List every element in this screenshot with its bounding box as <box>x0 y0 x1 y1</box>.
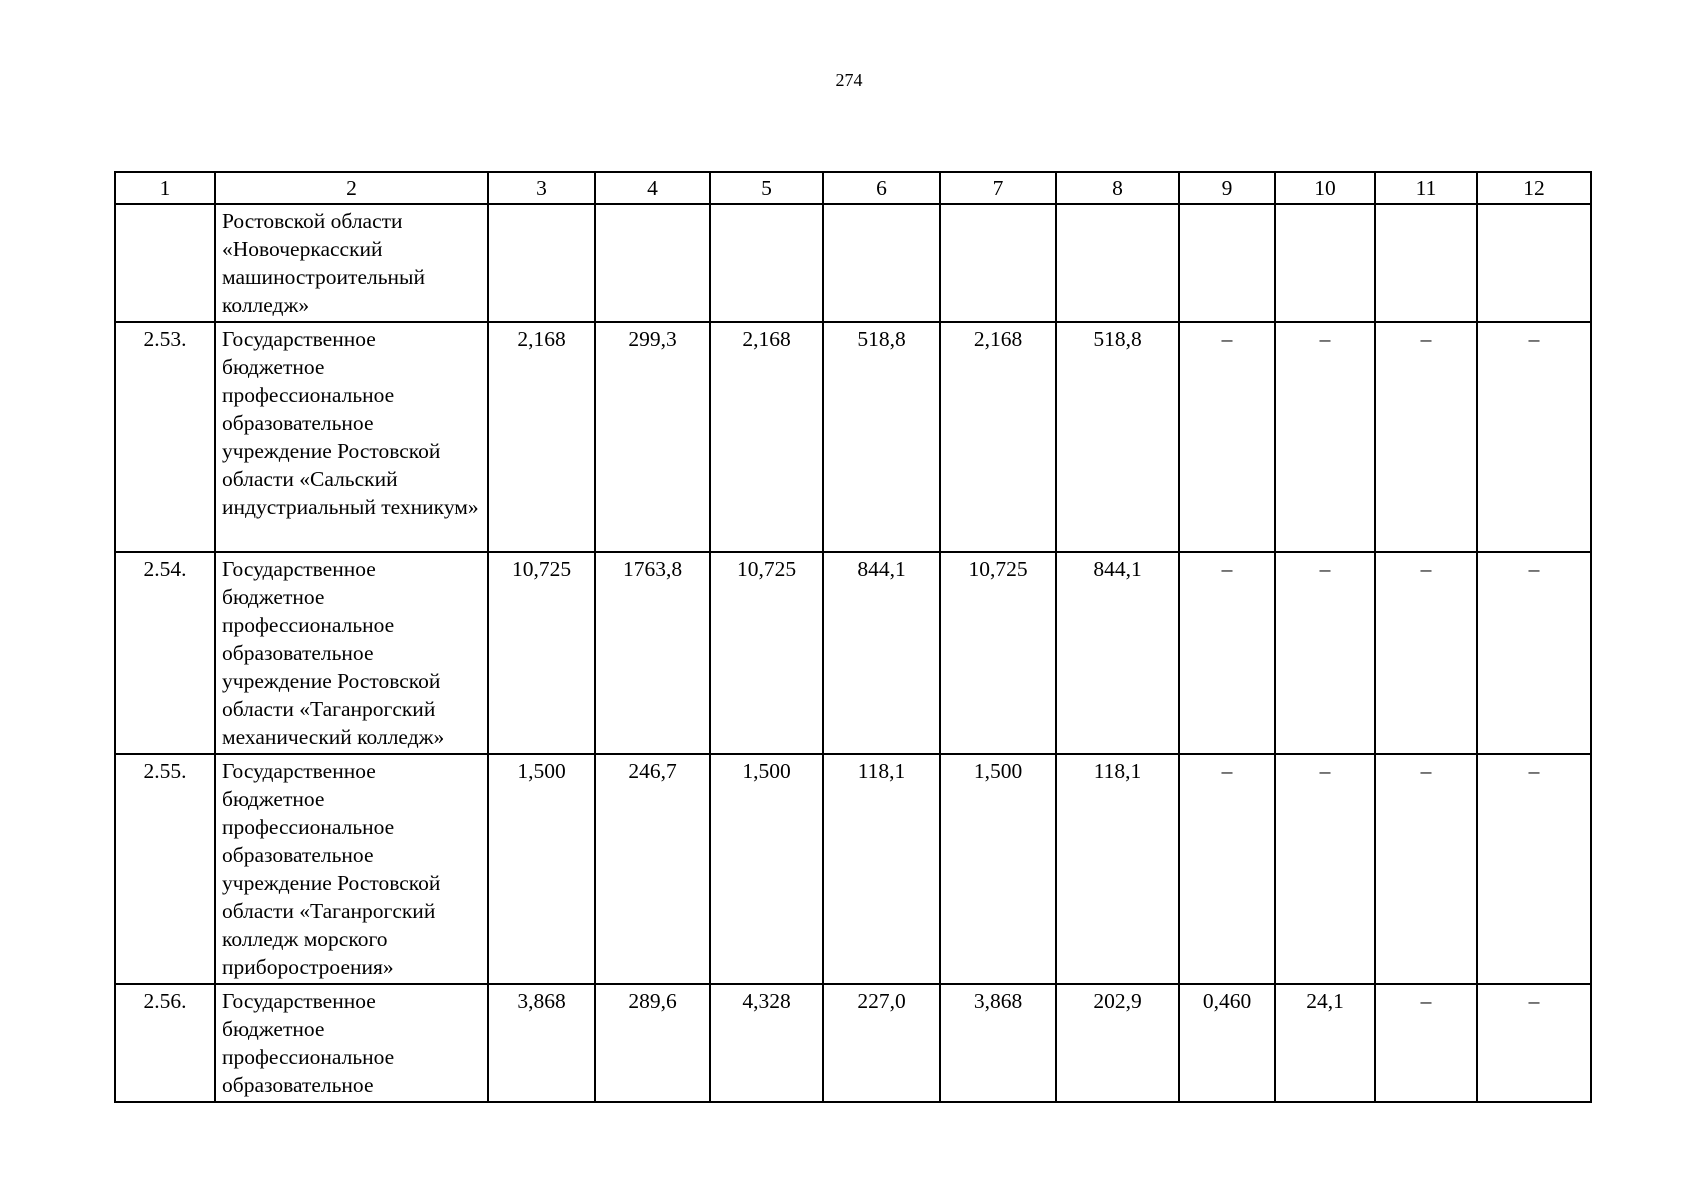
value-cell: – <box>1375 552 1477 754</box>
value-cell: – <box>1179 552 1275 754</box>
column-number-header: 12 <box>1477 172 1591 204</box>
value-cell: 2,168 <box>488 322 595 552</box>
data-table-container <box>114 171 1592 1103</box>
value-cell <box>823 204 940 322</box>
value-cell <box>940 204 1056 322</box>
table-row <box>115 754 1591 984</box>
table-header-row <box>115 172 1591 204</box>
value-cell: 10,725 <box>940 552 1056 754</box>
table-row <box>115 322 1591 552</box>
value-cell: 2,168 <box>710 322 823 552</box>
value-cell: 2,168 <box>940 322 1056 552</box>
column-number-header: 2 <box>215 172 488 204</box>
value-cell <box>1056 204 1179 322</box>
value-cell: 3,868 <box>488 984 595 1102</box>
column-number-header: 9 <box>1179 172 1275 204</box>
row-id-cell: 2.54. <box>115 552 215 754</box>
value-cell: – <box>1477 754 1591 984</box>
value-cell: 518,8 <box>1056 322 1179 552</box>
page-number: 274 <box>835 70 863 90</box>
value-cell: – <box>1477 984 1591 1102</box>
value-cell: – <box>1375 984 1477 1102</box>
value-cell: 227,0 <box>823 984 940 1102</box>
row-id-cell: 2.55. <box>115 754 215 984</box>
value-cell: 299,3 <box>595 322 710 552</box>
column-number-header: 6 <box>823 172 940 204</box>
value-cell <box>710 204 823 322</box>
value-cell: 1,500 <box>488 754 595 984</box>
row-id-cell: 2.56. <box>115 984 215 1102</box>
value-cell: 10,725 <box>488 552 595 754</box>
value-cell: 0,460 <box>1179 984 1275 1102</box>
value-cell: 289,6 <box>595 984 710 1102</box>
value-cell <box>1179 204 1275 322</box>
value-cell: 202,9 <box>1056 984 1179 1102</box>
value-cell: 518,8 <box>823 322 940 552</box>
institution-name-cell: Государственное бюджетное профессиональное образовательное учреждение Ростовской области «Таганрогский колледж морского приборостроения» <box>215 754 488 984</box>
row-id-cell <box>115 204 215 322</box>
value-cell: – <box>1179 754 1275 984</box>
column-number-header: 4 <box>595 172 710 204</box>
value-cell: – <box>1275 754 1375 984</box>
value-cell: 1,500 <box>940 754 1056 984</box>
value-cell: 1763,8 <box>595 552 710 754</box>
value-cell: 844,1 <box>823 552 940 754</box>
value-cell: – <box>1179 322 1275 552</box>
value-cell <box>1275 204 1375 322</box>
value-cell: 24,1 <box>1275 984 1375 1102</box>
value-cell: – <box>1477 552 1591 754</box>
institution-name-cell: Государственное бюджетное профессиональное образовательное учреждение Ростовской области «Таганрогский механический колледж» <box>215 552 488 754</box>
value-cell: – <box>1275 552 1375 754</box>
value-cell <box>1477 204 1591 322</box>
value-cell: 4,328 <box>710 984 823 1102</box>
value-cell <box>1375 204 1477 322</box>
column-number-header: 11 <box>1375 172 1477 204</box>
value-cell <box>488 204 595 322</box>
value-cell: 118,1 <box>823 754 940 984</box>
institution-name-cell: Государственное бюджетное профессиональное образовательное <box>215 984 488 1102</box>
column-number-header: 7 <box>940 172 1056 204</box>
value-cell: – <box>1375 754 1477 984</box>
value-cell: – <box>1375 322 1477 552</box>
institution-name-cell: Ростовской области «Новочеркасский машиностроительный колледж» <box>215 204 488 322</box>
value-cell: 246,7 <box>595 754 710 984</box>
table-row <box>115 552 1591 754</box>
column-number-header: 8 <box>1056 172 1179 204</box>
value-cell: 844,1 <box>1056 552 1179 754</box>
value-cell: 1,500 <box>710 754 823 984</box>
column-number-header: 3 <box>488 172 595 204</box>
column-number-header: 10 <box>1275 172 1375 204</box>
row-id-cell: 2.53. <box>115 322 215 552</box>
institution-name-cell: Государственное бюджетное профессиональное образовательное учреждение Ростовской области «Сальский индустриальный техникум» <box>215 322 488 552</box>
value-cell: 3,868 <box>940 984 1056 1102</box>
value-cell: 10,725 <box>710 552 823 754</box>
column-number-header: 5 <box>710 172 823 204</box>
table-row <box>115 204 1591 322</box>
value-cell <box>595 204 710 322</box>
table-row <box>115 984 1591 1102</box>
value-cell: – <box>1275 322 1375 552</box>
column-number-header: 1 <box>115 172 215 204</box>
value-cell: 118,1 <box>1056 754 1179 984</box>
data-table <box>114 171 1592 1103</box>
value-cell: – <box>1477 322 1591 552</box>
